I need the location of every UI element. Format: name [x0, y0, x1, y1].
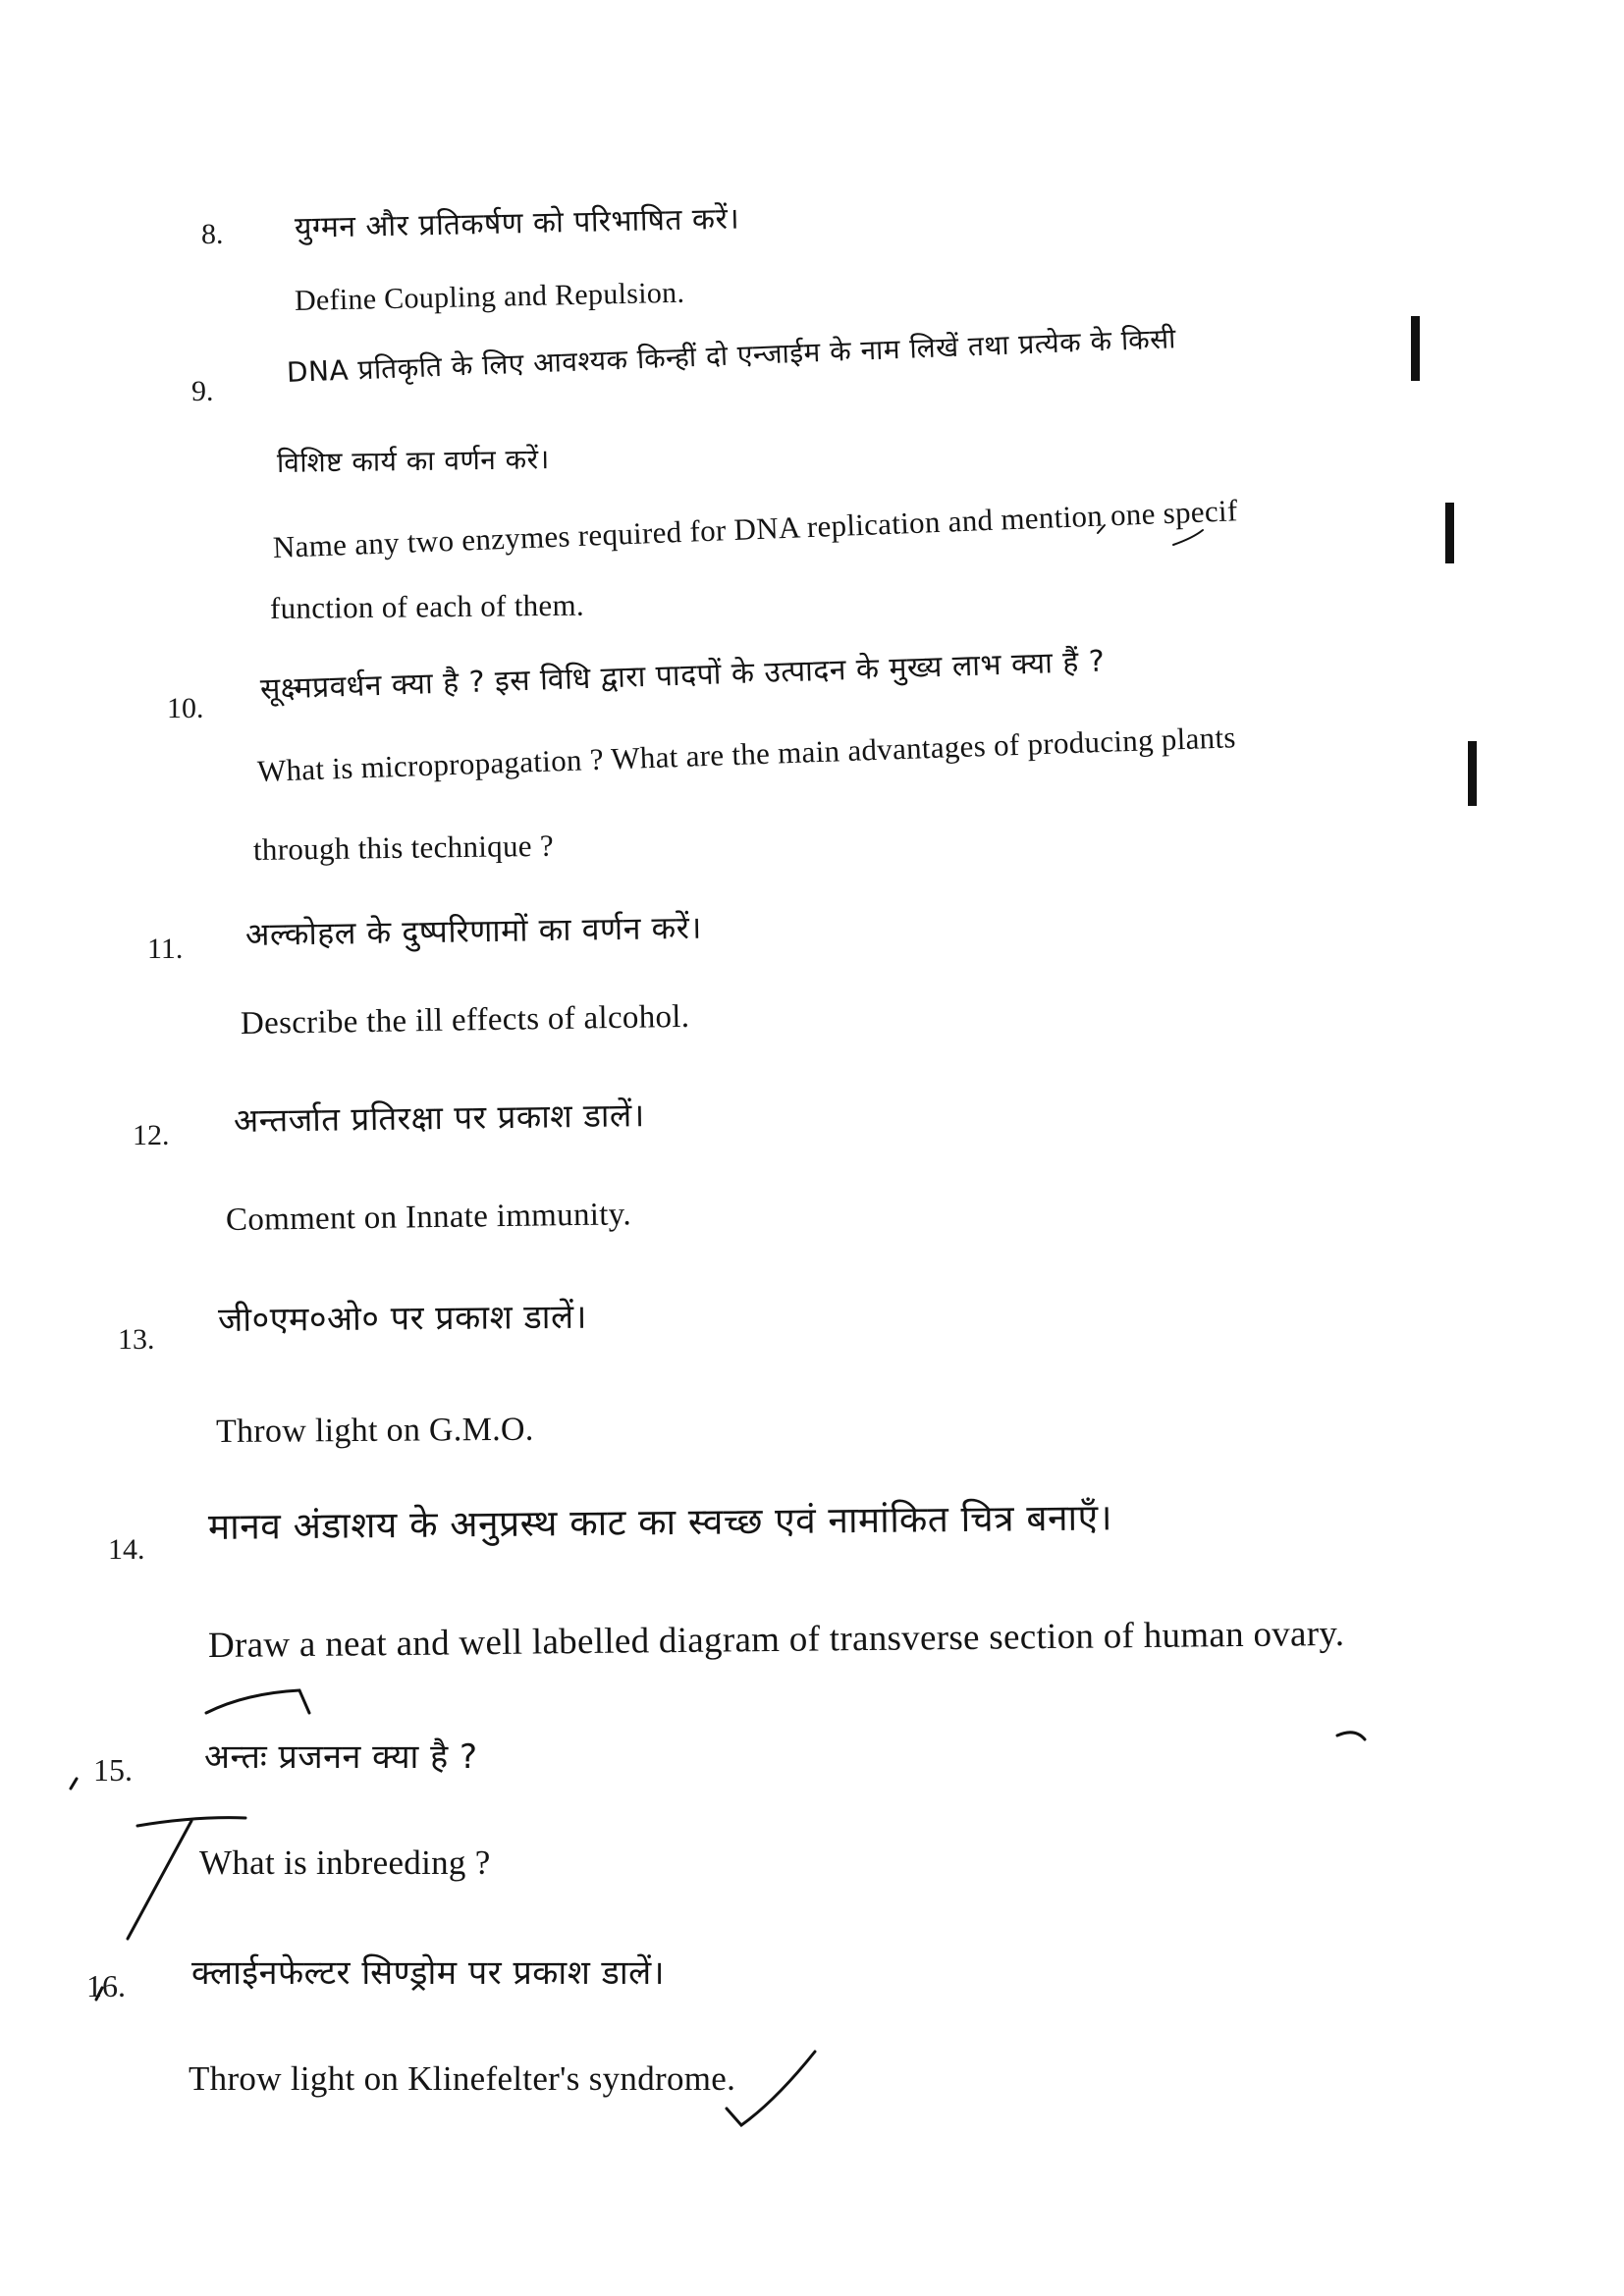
- question-english: Comment on Innate immunity.: [225, 1197, 632, 1238]
- question-hindi-continued: विशिष्ट कार्य का वर्णन करें।: [276, 443, 550, 479]
- question-hindi: अन्तर्जात प्रतिरक्षा पर प्रकाश डालें।: [233, 1095, 646, 1140]
- slash-mark: [128, 1821, 191, 1939]
- question-number: 16.: [86, 1968, 126, 2003]
- question-english: Throw light on G.M.O.: [215, 1411, 534, 1450]
- question-english: Throw light on Klinefelter's syndrome.: [189, 2059, 736, 2098]
- margin-tick-mark: [96, 1988, 102, 2000]
- question-hindi: DNA प्रतिकृति के लिए आवश्यक किन्हीं दो एन्जाईम के नाम लिखें तथा प्रत्येक के किसी: [286, 322, 1177, 389]
- pen-tick-mark: [1098, 525, 1105, 533]
- question-english: What is inbreeding ?: [199, 1843, 491, 1882]
- margin-tick-mark: [71, 1779, 77, 1789]
- question-hindi: अन्तः प्रजनन क्या है ?: [204, 1737, 478, 1777]
- question-english: Name any two enzymes required for DNA replication and mention one specif: [272, 493, 1239, 564]
- question-number: 14.: [108, 1533, 145, 1566]
- question-english: What is micropropagation ? What are the main advantages of producing plants: [256, 720, 1237, 788]
- question-english: Define Coupling and Repulsion.: [294, 276, 685, 317]
- question-number: 11.: [147, 933, 184, 965]
- question-number: 8.: [201, 218, 224, 250]
- pen-tick-mark: [1173, 530, 1203, 545]
- question-hindi: क्लाईनफेल्टर सिण्ड्रोम पर प्रकाश डालें।: [191, 1953, 666, 1993]
- question-number: 15.: [93, 1752, 133, 1788]
- question-number: 13.: [118, 1323, 155, 1356]
- question-english-continued: through this technique ?: [252, 828, 555, 867]
- question-hindi: मानव अंडाशय के अनुप्रस्थ काट का स्वच्छ एवं नामांकित चित्र बनाएँ।: [207, 1496, 1113, 1548]
- question-hindi: सूक्ष्मप्रवर्धन क्या है ? इस विधि द्वारा पादपों के उत्पादन के मुख्य लाभ क्या हैं ?: [259, 644, 1106, 707]
- tick-arc-mark: [206, 1690, 309, 1713]
- question-number: 9.: [191, 375, 214, 407]
- question-hindi: युग्मन और प्रतिकर्षण को परिभाषित करें।: [294, 201, 740, 245]
- question-english: Describe the ill effects of alcohol.: [240, 998, 690, 1041]
- question-number: 12.: [133, 1119, 170, 1151]
- question-english: Draw a neat and well labelled diagram of transverse section of human ovary.: [207, 1613, 1345, 1666]
- checkmark-icon: [727, 2052, 815, 2125]
- question-hindi: जी०एम०ओ० पर प्रकाश डालें।: [217, 1297, 588, 1340]
- question-english-continued: function of each of them.: [269, 587, 585, 625]
- question-number: 10.: [167, 692, 204, 724]
- question-hindi: अल्कोहल के दुष्परिणामों का वर्णन करें।: [244, 908, 703, 953]
- pen-arc-mark: [1337, 1733, 1365, 1739]
